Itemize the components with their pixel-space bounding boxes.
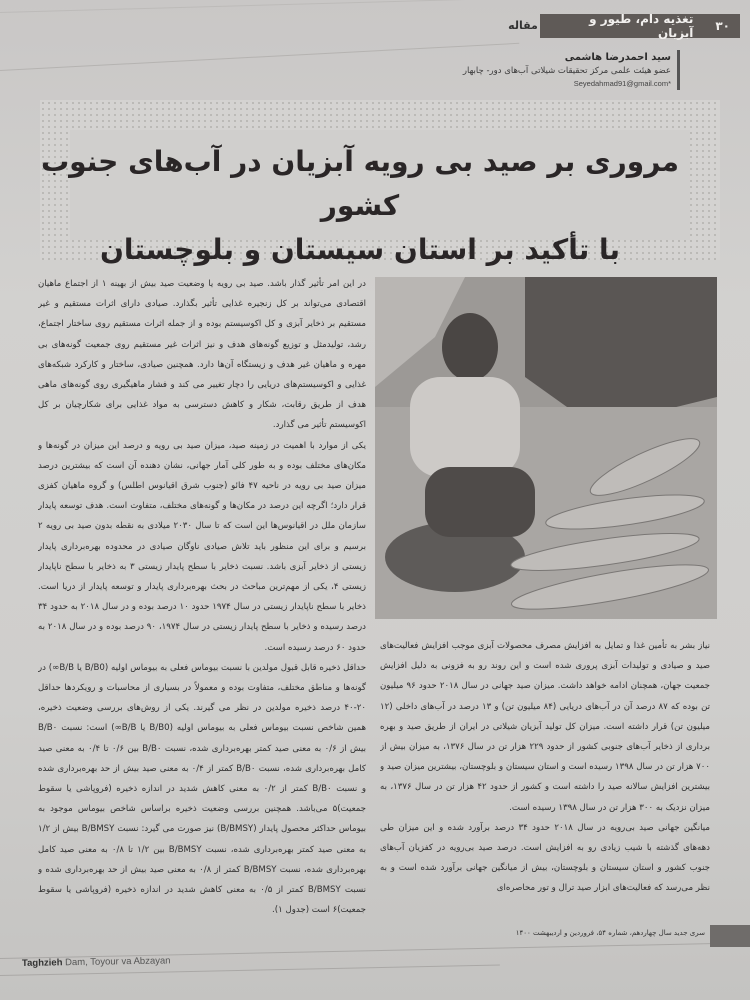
magazine-name: تغذیه دام، طیور و آبزیان <box>589 12 694 40</box>
author-block <box>431 50 680 90</box>
photo-fisherman-icon <box>375 277 717 619</box>
header-bar <box>540 14 740 38</box>
title-line-2: با تأکید بر استان سیستان و بلوچستان <box>99 233 621 266</box>
author-email: Seyedahmad91@gmail.com* <box>573 79 671 88</box>
paragraph: نیاز بشر به تأمین غذا و تمایل به افزایش مصرف محصولات آبزی موجب افزایش فعالیت‌های صید و صیادی و تولیدات آبزی پروری شده است و این روند رو به فزونی به دلیل افزایش جمعیت جهان، همچنان ادامه خواهد داشت. میزان صید جهانی در سال ۲۰۱۸ حدود ۹۶ میلیون تن بوده که ۸۷ درصد آن در آب‌های دریایی (۸۴ میلیون تن) و ۱۳ درصد در آب‌های داخلی (۱۲ میلیون تن) قرار داشته است. میزان کل تولید آبزیان شیلاتی در ایران از طریق صید و بهره برداری از ذخایر آب‌های جنوبی کشور از حدود ۲۲۹ هزار تن در سال ۱۳۷۶، به میزان بیش از ۷۰۰ هزار تن در سال ۱۳۹۸ رسیده است و استان سیستان و بلوچستان، بیشترین میزان صید و بیشترین افزایش سالانه صید را داشته است و کشور از حدود ۴۲ هزار تن در سال ۱۳۷۶، به میزان نزدیک به ۳۰۰ هزار تن در سال ۱۳۹۸ رسیده است. <box>380 641 710 813</box>
section-label: مقاله <box>508 19 538 32</box>
footer-tab <box>710 925 750 947</box>
paragraph: در این امر تأثیر گذار باشد. صید بی رویه یا وضعیت صید بیش از بهینه ۱ از اجتماع ماهیان اقتصادی می‌تواند بر کل زنجیره غذایی تأثیر بگذارد. صیادی دارای اثرات مستقیم و غیر مستقیم بر ذخایر آبزی و کل اکوسیستم بوده و از جمله اثرات مستقیم روی ساختار اجتماع، رشد، تولیدمثل و توزیع گونه‌های هدف و نیز اثرات غیر مستقیم روی جمعیت گونه‌های بی مهره و ماهیان غیر هدف و زیستگاه آن‌ها دارد. همچنین صیادی، ساختار و کارکرد شبکه‌های غذایی و اکوسیستم‌های دریایی را دچار تغییر می کند و فشار ماهیگیری روی گونه‌های ماهی هدف از طریق رقابت، شکار و کاهش دسترسی به مواد غذایی برای شکارچیان بر کل اکوسیستم تأثیر می گذارد. <box>38 279 366 431</box>
footer-brand-bold: Taghzieh <box>21 957 63 969</box>
paragraph: میانگین جهانی صید بی‌رویه در سال ۲۰۱۸ حدود ۳۴ درصد برآورد شده و این میزان طی دهه‌های گذشته با شیب زیادی رو به افزایش است. درصد صید بی‌رویه در کفزیان آب‌های جنوب کشور و استان سیستان و بلوچستان، بیش از میانگین جهانی برآورد شده است و به نظر می‌رسد که فعالیت‌های ابزار صید ترال و تور محاصره‌ای <box>380 822 710 894</box>
title-line-1: مروری بر صید بی رویه آبزیان در آب‌های جنوب کشور <box>41 145 679 222</box>
article-photo <box>375 277 717 619</box>
paragraph: یکی از موارد با اهمیت در زمینه صید، میزان صید بی رویه و درصد این میزان در گونه‌ها و مکان‌های مختلف بوده و به طور کلی آمار جهانی، نشان دهنده آن است که بیشترین درصد میزان صید بی رویه در ناحیه ۴۷ فائو (جنوب شرق اقیانوس اطلس) و گروه ماهیان کفزی قرار دارد؛ اگرچه این درصد در مکان‌ها و گونه‌های مختلف، متفاوت است. هدف توسعه پایدار سازمان ملل در اقیانوس‌ها این است که تا سال ۲۰۳۰ میلادی به نقطه بدون صید بی رویه ۲ برسیم و برای این منظور باید تلاش صیادی ناوگان صیادی در محدوده بهره‌برداری پایدار زیستی از ذخایر آبزی باشد. نسبت ذخایر با سطح پایدار زیستی ۳ به ذخایر با سطح ناپایدار زیستی ۴، یکی از مهم‌ترین مباحث در بحث بهره‌برداری پایدار و توسعه پایدار از دریا است. ذخایر با سطح ناپایدار زیستی در سال ۱۹۷۴ حدود ۱۰ درصد بوده و در سال ۲۰۱۸ به حدود ۳۴ درصد رسیده و ذخایر با سطح پایدار زیستی در سال ۱۹۷۴، ۹۰ درصد بوده و در سال ۲۰۱۸ به حدود ۶۰ درصد رسیده است. <box>38 440 366 653</box>
footer-issue-info: سری جدید سال چهاردهم، شماره ۵۴، فروردین و اردیبهشت ۱۴۰۰ <box>515 929 705 937</box>
article-title <box>40 140 680 272</box>
author-name: سید احمدرضا هاشمی <box>564 52 671 63</box>
article-column-left <box>38 274 366 934</box>
footer-brand-rest: Dam, Toyour va Abzayan <box>62 955 171 969</box>
page-number: ۳۰ <box>715 19 730 33</box>
article-column-right <box>380 636 710 926</box>
footer-brand <box>22 955 171 969</box>
paragraph: حداقل ذخیره قابل قبول مولدین با نسبت بیوماس فعلی به بیوماس اولیه (B/B0 یا B/B∞) در گونه‌ها و مناطق مختلف، متفاوت بوده و معمولاً در بسیاری از محاسبات و رویکردها حداقل ۲۰-۴۰ درصد ذخیره مولدین در نظر می گیرند. یکی از روش‌های بررسی وضعیت ذخیره، همین شاخص نسبت بیوماس فعلی به بیوماس اولیه (B/B0 یا B/B∞) است: نسبت B/B۰ بیش از ۰/۶ به معنی صید کمتر بهره‌برداری شده، نسبت B/B۰ بین ۰/۶ تا ۰/۴ به معنی صید کامل بهره‌برداری شده، نسبت B/B۰ کمتر از ۰/۴ به معنی صید بیش از حد بهره‌برداری شده و نسبت B/B۰ کمتر از ۰/۲ به معنی کاهش شدید در اندازه ذخیره (فروپاشی یا سقوط جمعیت)۵ می‌باشد. همچنین بررسی وضعیت ذخیره براساس شاخص بیوماس موجود به بیوماس حداکثر محصول پایدار (B/BMSY) نیز صورت می گیرد: نسبت B/BMSY بیش از ۱/۲ به معنی صید کمتر بهره‌برداری شده، نسبت B/BMSY بین ۱/۲ تا ۰/۸ به معنی صید کامل بهره‌برداری شده، نسبت B/BMSY کمتر از ۰/۸ به معنی صید بیش از حد بهره‌برداری شده و نسبت B/BMSY کمتر از ۰/۵ به معنی کاهش شدید در اندازه ذخیره (فروپاشی یا سقوط جمعیت)۶ است (جدول ۱). <box>38 662 366 916</box>
author-affiliation: عضو هیئت علمی مرکز تحقیقات شیلاتی آب‌های دور- چابهار <box>462 66 671 76</box>
